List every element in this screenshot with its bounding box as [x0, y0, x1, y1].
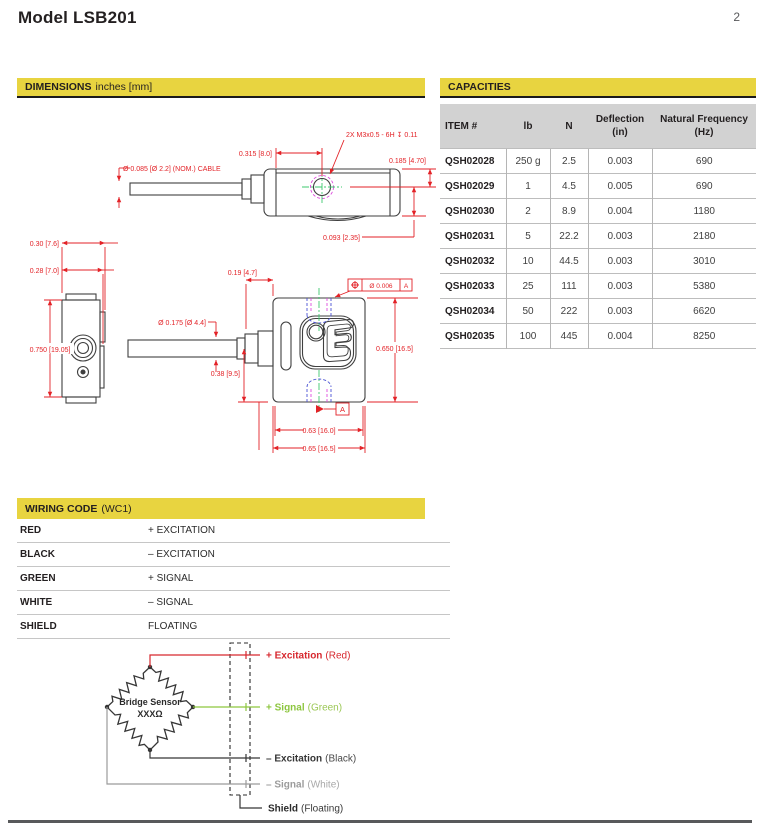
top-view-labels [123, 131, 426, 242]
col-frequency: Natural Frequency (Hz) [652, 104, 756, 149]
futek-logo-cutout [300, 316, 356, 369]
gdt-feature-control-frame [348, 279, 412, 291]
dimensions-drawing [10, 100, 440, 492]
side-view-dimensions [44, 243, 118, 397]
table-row: QSH02029 1 4.5 0.005 690 [440, 174, 756, 199]
list-item: RED + EXCITATION [17, 519, 450, 543]
dim-028: 0.28 [7.0] [29, 268, 59, 275]
table-row: QSH02031 5 22.2 0.003 2180 [440, 224, 756, 249]
list-item: GREEN + SIGNAL [17, 567, 450, 591]
table-row: QSH02032 10 44.5 0.003 3010 [440, 249, 756, 274]
front-view [128, 298, 365, 402]
page-title: Model LSB201 [18, 8, 137, 27]
gdt-tolerance-value: Ø 0.006 [369, 283, 393, 290]
table-row: QSH02035 100 445 0.004 8250 [440, 324, 756, 349]
list-item: BLACK – EXCITATION [17, 543, 450, 567]
dim-065: 0.65 [16.5] [302, 446, 336, 453]
dim-0093: 0.093 [2.35] [323, 235, 360, 242]
dimensions-header-units: inches [mm] [95, 81, 153, 93]
dimensions-section-header [17, 78, 425, 98]
col-deflection: Deflection (in) [588, 104, 652, 149]
datum-a-flag [316, 403, 349, 415]
datum-a-label: A [339, 405, 346, 414]
label-excitation-neg: – Excitation (Black) [266, 753, 357, 765]
dim-063: 0.63 [16.0] [302, 428, 336, 435]
wire-red [150, 655, 260, 667]
list-item: SHIELD FLOATING [17, 615, 450, 639]
wire-shield [240, 795, 262, 808]
label-signal-neg: – Signal (White) [266, 779, 340, 791]
dim-0750: 0.750 [19.05] [29, 347, 71, 354]
label-excitation-pos: + Excitation (Red) [266, 650, 351, 662]
label-shield: Shield (Floating) [268, 803, 344, 815]
col-lb: lb [506, 104, 550, 149]
cable-front-view [128, 340, 237, 357]
table-row: QSH02030 2 8.9 0.004 1180 [440, 199, 756, 224]
dim-038: 0.38 [9.5] [210, 371, 240, 378]
mounting-slot [281, 322, 291, 370]
gdt-datum-ref: A [403, 283, 409, 290]
page-number: 2 [733, 10, 740, 24]
wire-labels [266, 651, 356, 815]
top-view [130, 169, 400, 221]
table-row: QSH02033 25 111 0.003 5380 [440, 274, 756, 299]
capacities-table [440, 104, 756, 349]
dim-0650: 0.650 [16.5] [376, 346, 413, 353]
wiring-code-header-label: WIRING CODE [25, 502, 98, 515]
dimensions-header-label: DIMENSIONS [25, 81, 92, 93]
wiring-code-table [17, 519, 450, 639]
wire-white [107, 707, 260, 784]
dim-019: 0.19 [4.7] [227, 270, 257, 277]
label-signal-pos: + Signal (Green) [266, 702, 343, 714]
bridge-resistance-label: XXXΩ [137, 709, 163, 719]
wiring-code-header-suffix: (WC1) [101, 502, 132, 515]
list-item: WHITE – SIGNAL [17, 591, 450, 615]
dim-0175: Ø 0.175 [Ø 4.4] [158, 320, 206, 327]
capacities-section-header [440, 78, 756, 98]
wiring-code-section-header [17, 498, 425, 519]
thread-callout: 2X M3x0.5 - 6H ↧ 0.11 [346, 132, 418, 139]
capacities-header-label: CAPACITIES [448, 81, 511, 93]
capacities-header-row [440, 104, 756, 149]
bridge-sensor-label: Bridge Sensor [119, 697, 181, 707]
col-n: N [550, 104, 588, 149]
wiring-diagram [10, 640, 440, 820]
col-item: ITEM # [440, 104, 506, 149]
table-row: QSH02028 250 g 2.5 0.003 690 [440, 149, 756, 174]
dim-030: 0.30 [7.6] [29, 241, 59, 248]
wire-black [150, 750, 260, 758]
cable-shield-boundary [230, 643, 250, 795]
page-footer-divider [8, 820, 752, 823]
cable-callout: Ø 0.085 [Ø 2.2] (NOM.) CABLE [123, 166, 221, 173]
cable-top-view [130, 183, 242, 195]
table-row: QSH02034 50 222 0.003 6620 [440, 299, 756, 324]
top-view-dimensions [119, 140, 436, 237]
dim-0315: 0.315 [8.0] [238, 151, 272, 158]
dim-0185: 0.185 [4.70] [389, 158, 426, 165]
